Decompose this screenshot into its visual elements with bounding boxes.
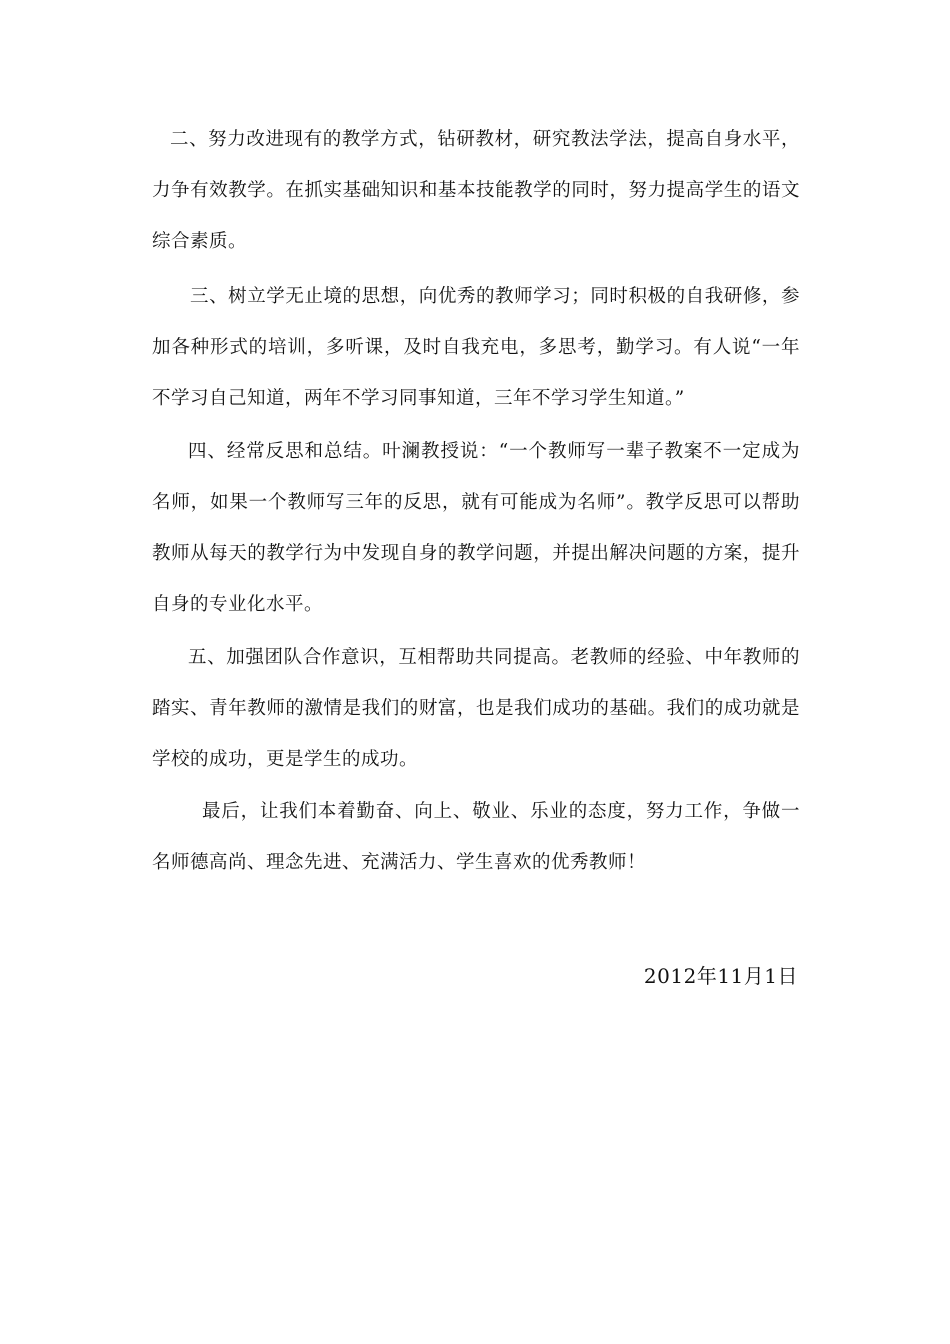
closing-paragraph: 最后，让我们本着勤奋、向上、敬业、乐业的态度，努力工作，争做一名师德高尚、理念先进、充满活力、学生喜欢的优秀教师！ (152, 801, 800, 873)
paragraph-three: 三、树立学无止境的思想，向优秀的教师学习；同时积极的自我研修，参加各种形式的培训，多听课，及时自我充电，多思考，勤学习。有人说“一年不学习自己知道，两年不学习同事知道，三年不学习学生知道。” (152, 286, 800, 409)
document-date: 2012年11月1日 (643, 964, 798, 988)
paragraph-two: 二、努力改进现有的教学方式，钻研教材，研究教法学法，提高自身水平，力争有效教学。在抓实基础知识和基本技能教学的同时，努力提高学生的语文综合素质。 (152, 129, 800, 252)
paragraph-four: 四、经常反思和总结。叶澜教授说：“一个教师写一辈子教案不一定成为名师，如果一个教师写三年的反思，就有可能成为名师”。教学反思可以帮助教师从每天的教学行为中发现自身的教学问题，并提出解决问题的方案，提升自身的专业化水平。 (152, 441, 800, 615)
paragraph-five: 五、加强团队合作意识，互相帮助共同提高。老教师的经验、中年教师的踏实、青年教师的激情是我们的财富，也是我们成功的基础。我们的成功就是学校的成功，更是学生的成功。 (152, 647, 800, 770)
